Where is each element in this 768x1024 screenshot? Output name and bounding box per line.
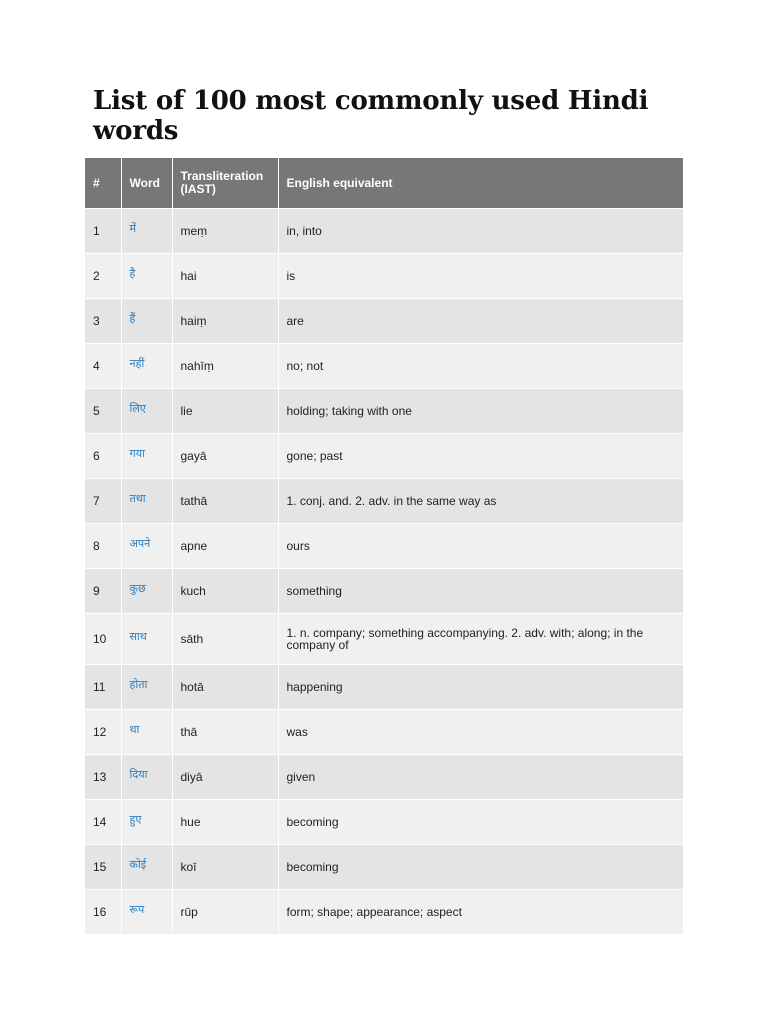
english-equivalent: form; shape; appearance; aspect: [278, 890, 683, 935]
row-number: 6: [85, 434, 121, 479]
table-row: [85, 434, 683, 479]
table-row: [85, 344, 683, 389]
transliteration: koī: [172, 845, 278, 890]
row-number: 4: [85, 344, 121, 389]
english-equivalent: gone; past: [278, 434, 683, 479]
english-equivalent: becoming: [278, 845, 683, 890]
table-row: [85, 755, 683, 800]
english-equivalent: are: [278, 299, 683, 344]
row-number: 13: [85, 755, 121, 800]
header-word: Word: [121, 158, 172, 209]
english-equivalent: no; not: [278, 344, 683, 389]
header-english: English equivalent: [278, 158, 683, 209]
transliteration: hue: [172, 800, 278, 845]
transliteration: nahīṃ: [172, 344, 278, 389]
hindi-word-link[interactable]: तथा: [121, 479, 172, 524]
hindi-word-link[interactable]: गया: [121, 434, 172, 479]
transliteration: gayā: [172, 434, 278, 479]
row-number: 12: [85, 710, 121, 755]
hindi-word-link[interactable]: में: [121, 209, 172, 254]
table-row: [85, 209, 683, 254]
row-number: 9: [85, 569, 121, 614]
hindi-words-table: [85, 158, 683, 934]
table-row: [85, 845, 683, 890]
row-number: 1: [85, 209, 121, 254]
header-row: [85, 158, 683, 209]
row-number: 10: [85, 614, 121, 665]
table-row: [85, 299, 683, 344]
table-row: [85, 890, 683, 935]
header-transliteration: Transliteration (IAST): [172, 158, 278, 209]
hindi-word-link[interactable]: हुए: [121, 800, 172, 845]
hindi-word-link[interactable]: हैं: [121, 299, 172, 344]
hindi-word-link[interactable]: कोई: [121, 845, 172, 890]
transliteration: haiṃ: [172, 299, 278, 344]
row-number: 8: [85, 524, 121, 569]
table-row: [85, 569, 683, 614]
table-row: [85, 710, 683, 755]
transliteration: apne: [172, 524, 278, 569]
english-equivalent: is: [278, 254, 683, 299]
english-equivalent: was: [278, 710, 683, 755]
hindi-word-link[interactable]: अपने: [121, 524, 172, 569]
row-number: 15: [85, 845, 121, 890]
english-equivalent: in, into: [278, 209, 683, 254]
hindi-word-link[interactable]: दिया: [121, 755, 172, 800]
hindi-word-link[interactable]: रूप: [121, 890, 172, 935]
header-number: #: [85, 158, 121, 209]
transliteration: hai: [172, 254, 278, 299]
transliteration: diyā: [172, 755, 278, 800]
english-equivalent: ours: [278, 524, 683, 569]
english-equivalent: holding; taking with one: [278, 389, 683, 434]
english-equivalent: given: [278, 755, 683, 800]
english-equivalent: 1. n. company; something accompanying. 2. adv. with; along; in the company of: [278, 614, 683, 665]
page-title: List of 100 most commonly used Hindi words: [93, 86, 649, 146]
table-row: [85, 524, 683, 569]
row-number: 11: [85, 665, 121, 710]
row-number: 5: [85, 389, 121, 434]
hindi-word-link[interactable]: नहीं: [121, 344, 172, 389]
hindi-word-link[interactable]: साथ: [121, 614, 172, 665]
english-equivalent: becoming: [278, 800, 683, 845]
transliteration: sāth: [172, 614, 278, 665]
hindi-word-link[interactable]: था: [121, 710, 172, 755]
transliteration: rūp: [172, 890, 278, 935]
english-equivalent: something: [278, 569, 683, 614]
transliteration: lie: [172, 389, 278, 434]
row-number: 14: [85, 800, 121, 845]
table-row: [85, 800, 683, 845]
table-header: [85, 158, 683, 209]
transliteration: kuch: [172, 569, 278, 614]
hindi-word-link[interactable]: कुछ: [121, 569, 172, 614]
row-number: 3: [85, 299, 121, 344]
table-body: [85, 209, 683, 935]
hindi-word-link[interactable]: लिए: [121, 389, 172, 434]
row-number: 16: [85, 890, 121, 935]
transliteration: thā: [172, 710, 278, 755]
table-row: [85, 254, 683, 299]
row-number: 2: [85, 254, 121, 299]
table-row: [85, 665, 683, 710]
table-row: [85, 479, 683, 524]
transliteration: tathā: [172, 479, 278, 524]
table-row: [85, 389, 683, 434]
transliteration: hotā: [172, 665, 278, 710]
transliteration: meṃ: [172, 209, 278, 254]
hindi-word-link[interactable]: होता: [121, 665, 172, 710]
english-equivalent: happening: [278, 665, 683, 710]
english-equivalent: 1. conj. and. 2. adv. in the same way as: [278, 479, 683, 524]
table-row: [85, 614, 683, 665]
row-number: 7: [85, 479, 121, 524]
hindi-word-link[interactable]: है: [121, 254, 172, 299]
